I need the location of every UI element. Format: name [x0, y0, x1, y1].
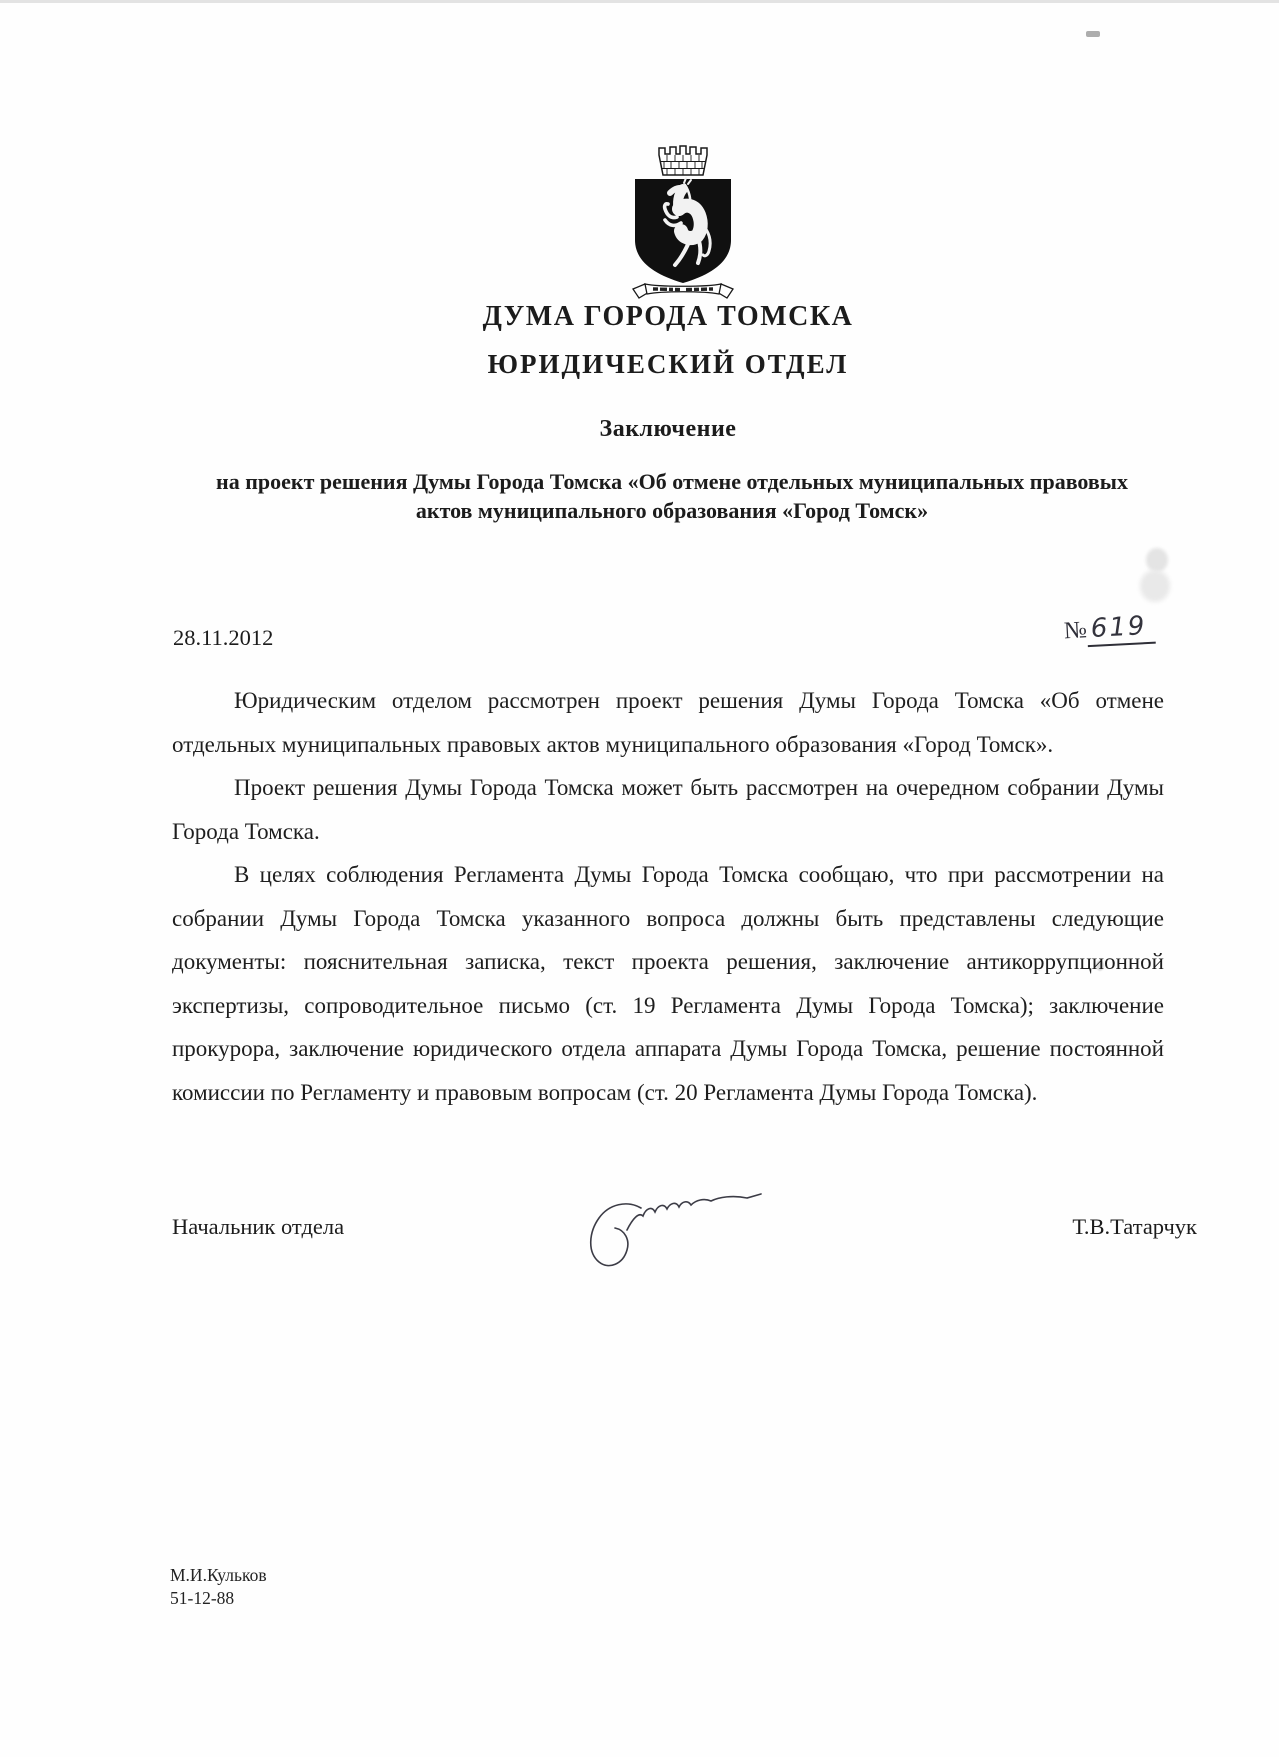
handwritten-number: 619	[1086, 611, 1155, 647]
mural-crown-icon	[659, 146, 707, 175]
executor-name: М.И.Кульков	[170, 1565, 267, 1585]
body-paragraph: Проект решения Думы Города Томска может быть рассмотрен на очередном собрании Думы Города Томска.	[172, 775, 1164, 844]
document-body	[172, 679, 1164, 1114]
motto-ribbon	[633, 284, 733, 298]
smudge-part	[1140, 570, 1170, 602]
scan-smudge-artifact	[1138, 548, 1172, 610]
document-number	[1063, 611, 1155, 649]
document-title: Заключение	[599, 416, 737, 442]
coat-of-arms-graphic	[629, 143, 735, 305]
signer-name: Т.В.Татарчук	[1072, 1214, 1197, 1239]
signer-position-title: Начальник отдела	[172, 1214, 345, 1239]
department-name: ЮРИДИЧЕСКИЙ ОТДЕЛ	[487, 349, 849, 379]
body-paragraph: В целях соблюдения Регламента Думы Города Томска сообщаю, что при рассмотрении на собрании Думы Города Томска указанного вопроса должны быть представлены следующие документы: пояснительная записка, текст проекта решения, заключение антикоррупционной экспертизы, сопроводительное письмо (ст. 19 Регламента Думы Города Томска); заключение прокурора, заключение юридического отдела аппарата Думы Города Томска, решение постоянной комиссии по Регламенту и правовым вопросам (ст. 20 Регламента Думы Города Томска).	[172, 862, 1164, 1105]
body-paragraph: Юридическим отделом рассмотрен проект решения Думы Города Томска «Об отмене отдельных муниципальных правовых актов муниципального образования «Город Томск».	[172, 688, 1164, 757]
smudge-part	[1146, 548, 1168, 572]
organization-name: ДУМА ГОРОДА ТОМСКА	[482, 301, 854, 332]
handwritten-signature	[563, 1178, 778, 1273]
document-subject: на проект решения Думы Города Томска «Об отмене отдельных муниципальных правовых актов муниципального образования «Город Томск»	[216, 469, 1128, 523]
signature-graphic	[563, 1178, 778, 1273]
executor-block	[170, 1564, 267, 1610]
number-sign: №	[1063, 617, 1088, 645]
scan-edge-artifact	[0, 0, 1279, 3]
scan-mark-artifact	[1086, 31, 1100, 37]
tomsk-coat-of-arms	[629, 143, 735, 305]
document-date: 28.11.2012	[173, 625, 274, 650]
executor-phone: 51-12-88	[170, 1588, 235, 1608]
